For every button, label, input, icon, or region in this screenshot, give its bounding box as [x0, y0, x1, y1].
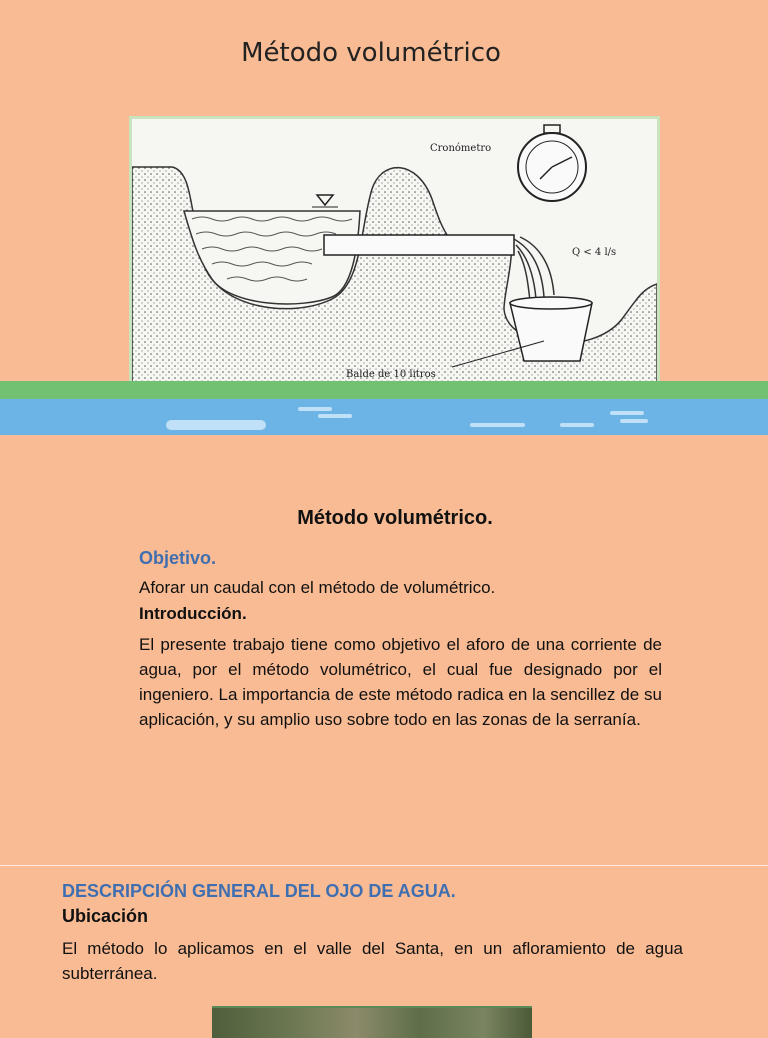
objetivo-label: Objetivo.	[139, 548, 217, 568]
water-line	[298, 407, 332, 411]
section-metodo	[0, 435, 768, 865]
satellite-map-image	[212, 1006, 532, 1038]
bucket-label: Balde de 10 litros	[346, 369, 436, 380]
slide-title: Método volumétrico	[241, 38, 501, 68]
slide-1	[0, 0, 768, 435]
bucket	[510, 303, 592, 361]
water-band	[0, 399, 768, 435]
chronometer-label: Cronómetro	[430, 143, 492, 154]
water-line	[560, 423, 594, 427]
water-level-marker	[317, 195, 333, 205]
volumetric-method-diagram	[129, 116, 660, 388]
water-line	[610, 411, 644, 415]
chronometer-icon	[518, 125, 586, 201]
green-band	[0, 381, 768, 399]
water-line	[620, 419, 648, 423]
section-descripcion	[0, 866, 768, 1024]
introduccion-text: El presente trabajo tiene como objetivo el aforo de una corriente de agua, por el método volumétrico, el cual fue designado por el ingeniero. La importancia de este método radica en la sencillez de su aplicación, y su amplio uso sobre todo en las zonas de la serranía.	[139, 635, 662, 729]
objetivo-text: Aforar un caudal con el método de volumétrico.	[139, 578, 496, 597]
water-line	[470, 423, 525, 427]
outflow-jet	[514, 237, 554, 301]
descripcion-heading: DESCRIPCIÓN GENERAL DEL OJO DE AGUA.	[62, 881, 456, 901]
introduccion-label: Introducción.	[139, 604, 247, 623]
section-heading: Método volumétrico.	[297, 507, 493, 529]
pipe	[324, 235, 514, 255]
ubicacion-label: Ubicación	[62, 906, 149, 926]
water-line	[318, 414, 352, 418]
ubicacion-text: El método lo aplicamos en el valle del Santa, en un afloramiento de agua subterránea.	[62, 939, 683, 983]
diagram-illustration	[132, 119, 657, 385]
flow-label: Q < 4 l/s	[572, 247, 617, 258]
water-line	[166, 420, 266, 430]
